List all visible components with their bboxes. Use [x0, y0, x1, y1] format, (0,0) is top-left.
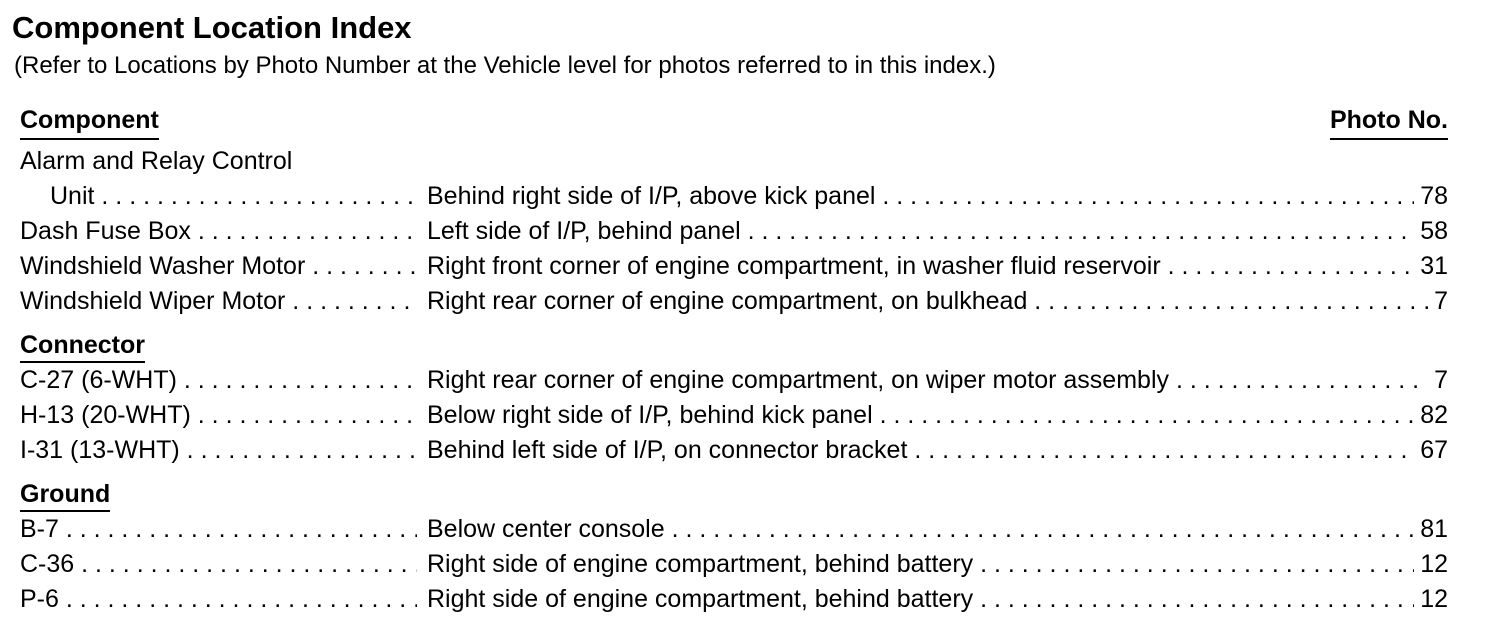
component-location: Behind left side of I/P, on connector bracket . . . [427, 433, 1448, 468]
photo-number: 67 [1414, 433, 1448, 468]
component-name: C-27 (6-WHT) . . . [20, 363, 417, 398]
component-name: H-13 (20-WHT) . . . [20, 398, 417, 433]
photo-number: 12 [1414, 547, 1448, 582]
table-row [20, 144, 1448, 179]
component-location: Below right side of I/P, behind kick panel . . . [427, 398, 1448, 433]
table-row [20, 179, 1448, 214]
photo-number: 81 [1414, 512, 1448, 547]
page-subtitle: (Refer to Locations by Photo Number at the Vehicle level for photos referred to in this index.) [14, 52, 996, 79]
component-location: Left side of I/P, behind panel . . . [427, 214, 1448, 249]
component-name: C-36 . . . [20, 547, 417, 582]
table-row [20, 363, 1448, 398]
table-row [20, 547, 1448, 582]
table-header [20, 106, 1448, 140]
photo-number: 7 [1428, 363, 1448, 398]
component-name: P-6 . . . [20, 582, 417, 617]
component-location: Right side of engine compartment, behind battery . . . [427, 547, 1448, 582]
photo-number: 78 [1414, 179, 1448, 214]
photo-number: 82 [1414, 398, 1448, 433]
section-header [20, 477, 1448, 512]
component-column-header: Component [20, 106, 159, 140]
component-location: Below center console . . . [427, 512, 1448, 547]
component-location: Right front corner of engine compartment, in washer fluid reservoir . . . [427, 249, 1448, 284]
photo-number: 58 [1414, 214, 1448, 249]
photo-number: 12 [1414, 582, 1448, 617]
photo-number-column-header: Photo No. [1330, 106, 1448, 140]
section-label: Connector [20, 330, 145, 363]
table-row [20, 433, 1448, 468]
component-name: B-7 . . . [20, 512, 417, 547]
section-label: Ground [20, 479, 110, 512]
table-row [20, 249, 1448, 284]
component-location: Behind right side of I/P, above kick panel . . . [427, 179, 1448, 214]
table-row [20, 284, 1448, 319]
component-name: Dash Fuse Box . . . [20, 214, 417, 249]
table-row [20, 214, 1448, 249]
component-name: Alarm and Relay Control [20, 147, 293, 175]
table-row [20, 512, 1448, 547]
page-title: Component Location Index [12, 10, 412, 45]
component-location-table [20, 144, 1448, 617]
component-name: Windshield Washer Motor . . . [20, 249, 417, 284]
component-name: I-31 (13-WHT) . . . [20, 433, 417, 468]
section-header [20, 328, 1448, 363]
table-row [20, 582, 1448, 617]
component-location: Right side of engine compartment, behind battery . . . [427, 582, 1448, 617]
component-location: Right rear corner of engine compartment, on bulkhead . . . [427, 284, 1448, 319]
component-name: Unit . . . [20, 179, 417, 214]
component-location: Right rear corner of engine compartment, on wiper motor assembly . . . [427, 363, 1448, 398]
photo-number: 31 [1414, 249, 1448, 284]
table-row [20, 398, 1448, 433]
photo-number: 7 [1428, 284, 1448, 319]
component-name: Windshield Wiper Motor . . . [20, 284, 417, 319]
